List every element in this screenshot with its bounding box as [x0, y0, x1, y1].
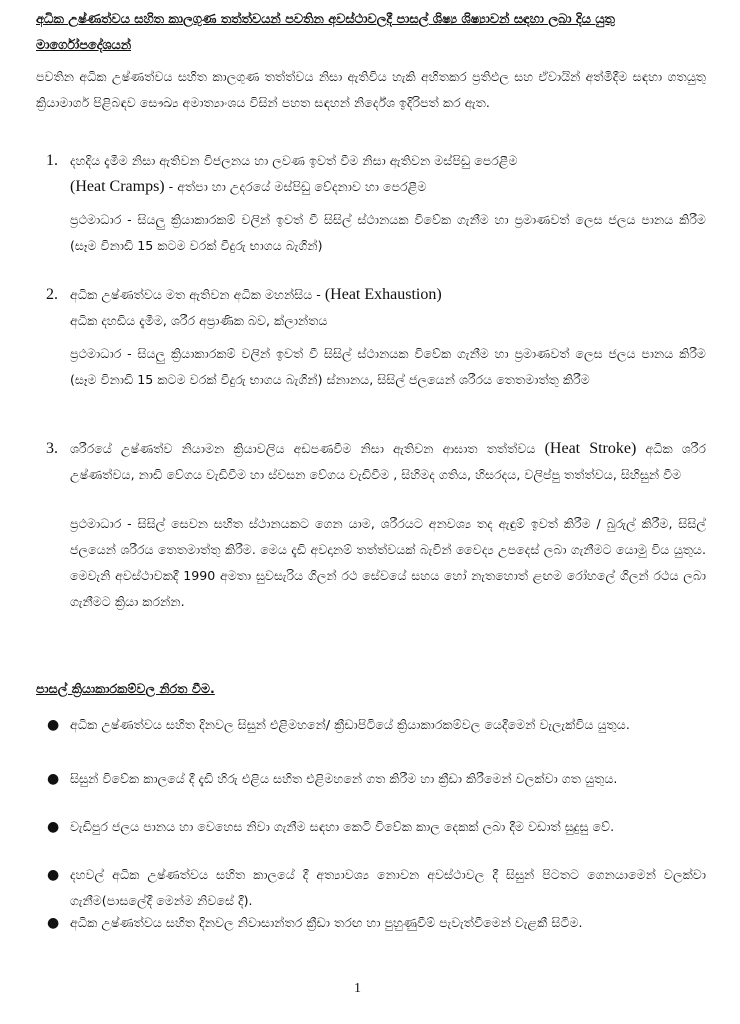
item-3-heading-si: ශරීරයේ උෂ්ණත්ව නියාමන ක්‍රියාවලිය අඩපණවීම නිසා ඇතිවන ආඝාත තත්ත්වය	[70, 441, 545, 456]
item-2-number: 2.	[46, 286, 58, 303]
item-1-heading-si: දහදිය දැමීම නිසා ඇතිවන විජලනය හා ලවණ ඉවත් වීම නිසා ඇතිවන මස්පිඩු පෙරළීම	[70, 153, 518, 168]
bullet-item-1: අධික උෂ්ණත්වය සහිත දිනවල සිසුන් එළිමහනේ/ ක්‍රීඩාපිටියේ ක්‍රියාකාරකම්වල යෙදීමෙන් වැලැක්විය යුතුය.	[70, 717, 630, 732]
bullet-icon: ●	[47, 819, 60, 835]
page-number: 1	[354, 981, 361, 996]
bullet-item-2: සිසුන් විවේක කාලයේ දී දැඩි හිරු එළිය සහිත එළිමහනේ ගත කිරීම හා ක්‍රීඩා කිරීමෙන් වලක්වා ගත යුතුය.	[70, 771, 618, 786]
item-3-heading-en: (Heat Stroke)	[544, 440, 637, 457]
bullet-icon: ●	[47, 717, 60, 733]
item-1-heading	[70, 148, 706, 200]
bullet-item-5: අධික උෂ්ණත්වය සහිත දිනවල නිවාසාන්තර ක්‍රීඩා තරඟ හා පුහුණුවීම් පැවැත්වීමෙන් වැළකී සිටීම.	[70, 915, 583, 930]
item-1-remedy: ප්‍රථමාධාර - සියලු ක්‍රියාකාරකම් වලින් ඉවත් වී සිසිල් ස්ථානයක විවේක ගැනීම හා ප්‍රමාණවත් ලෙස ජලය පානය කිරීම (සෑම විනාඩි 15 කටම වරක් වීදුරු භාගය බැගින්)	[70, 212, 706, 253]
item-1-heading-en: (Heat Cramps)	[70, 178, 165, 195]
intro-paragraph: පවතින අධික උෂ්ණත්වය සහිත කාලගුණ තත්ත්වය නිසා ඇතිවිය හැකි අහිතකර ප්‍රතිඵල සහ ඒවායින් අත්මිදීම සඳහා ගතයුතු ක්‍රියාමාර්ග පිළිබඳව සෞඛ්‍ය අමාත්‍යාංශය විසින් පහත සඳහන් නිර්දේශ ඉදිරිපත් කර ඇත.	[36, 69, 706, 110]
item-3-heading-tail: අධික ශරීර උෂ්ණත්වය, නාඩි වේගය වැඩිවීම හා ස්වසන වේගය වැඩිවීම , සිහිමද ගතිය, හිසරදය, වලිප්පු තත්ත්වය, සිහිසුන් වීම	[70, 441, 706, 482]
item-2-remedy: ප්‍රථමාධාර - සියලු ක්‍රියාකාරකම් වලින් ඉවත් වී සිසිල් ස්ථානයක විවේක ගැනීම හා ප්‍රමාණවත් ලෙස ජලය පානය කිරීම (සෑම විනාඩි 15 කටම වරක් වීදුරු භාගය බැගින්) ස්නානය, සිසිල් ජලයෙන් ශරීරය තෙතමාත්තු කිරීම	[70, 346, 706, 387]
item-2-heading-si: අධික උෂ්ණත්වය මත ඇතිවන අධික මහන්සිය -	[70, 287, 325, 302]
item-1-heading-tail: - අත්පා හා උදරයේ මස්පිඩු වේදනාව හා පෙරළීම	[164, 179, 427, 194]
item-2-sub: අධික දහඩිය දැමීම, ශරීර අප්‍රාණික බව, ක්ලාන්තය	[70, 313, 328, 328]
section-title: පාසල් ක්‍රියාකාරකම්වල නිරත වීම.	[36, 681, 215, 696]
item-2-heading	[70, 282, 706, 334]
bullet-icon: ●	[47, 915, 60, 931]
document-title: අධික උෂ්ණත්වය සහිත කාලගුණ තත්ත්වයන් පවතින අවස්ථාවලදී පාසල් ශිෂ්‍ය ශිෂ්‍යාවන් සඳහා ලබා දිය යුතු මාර්ගෝපදේශයන්	[36, 12, 615, 53]
bullet-item-3: වැඩිපුර ජලය පානය හා වෙහෙස නිවා ගැනීම සඳහා කෙටි විවේක කාල දෙකක් ලබා දීම වඩාත් සුදුසු වේ.	[70, 819, 615, 834]
item-3-heading	[70, 436, 706, 488]
item-2-heading-en: (Heat Exhaustion)	[324, 286, 442, 303]
item-1-number: 1.	[46, 152, 58, 169]
bullet-icon: ●	[47, 771, 60, 787]
bullet-icon: ●	[47, 867, 60, 883]
item-3-remedy: ප්‍රථමාධාර - සිසිල් සෙවන සහිත ස්ථානයකට ගෙන යාම, ශරීරයට අනවශ්‍ය තද ඇඳුම් ඉවත් කිරීම / බුරුල් කිරීම, සිසිල් ජලයෙන් ශරීරය තෙතමාත්තු කිරීම. මෙය දැඩි අවදානම් තත්ත්වයක් බැවින් වෛද්‍ය උපදෙස් ලබා ගැනීමට යොමු විය යුතුය. මෙවැනි අවස්ථාවකදී 1990 අමතා සුවසැරිය ගිලන් රථ සේවයේ සහය හෝ නැතහොත් ළඟම රෝහලේ ගිලන් රථය ලබා ගැනීමට ක්‍රියා කරන්න.	[70, 516, 706, 609]
item-3-number: 3.	[46, 440, 58, 457]
bullet-item-4: දහවල් අධික උෂ්ණත්වය සහිත කාලයේ දී අත්‍යාවශ්‍ය නොවන අවස්ථාවල දී සිසුන් පිටතට ගෙනයාමෙන් වලක්වා ගැනීම(පාසලේදී මෙන්ම නිවසේ දී).	[70, 867, 706, 908]
